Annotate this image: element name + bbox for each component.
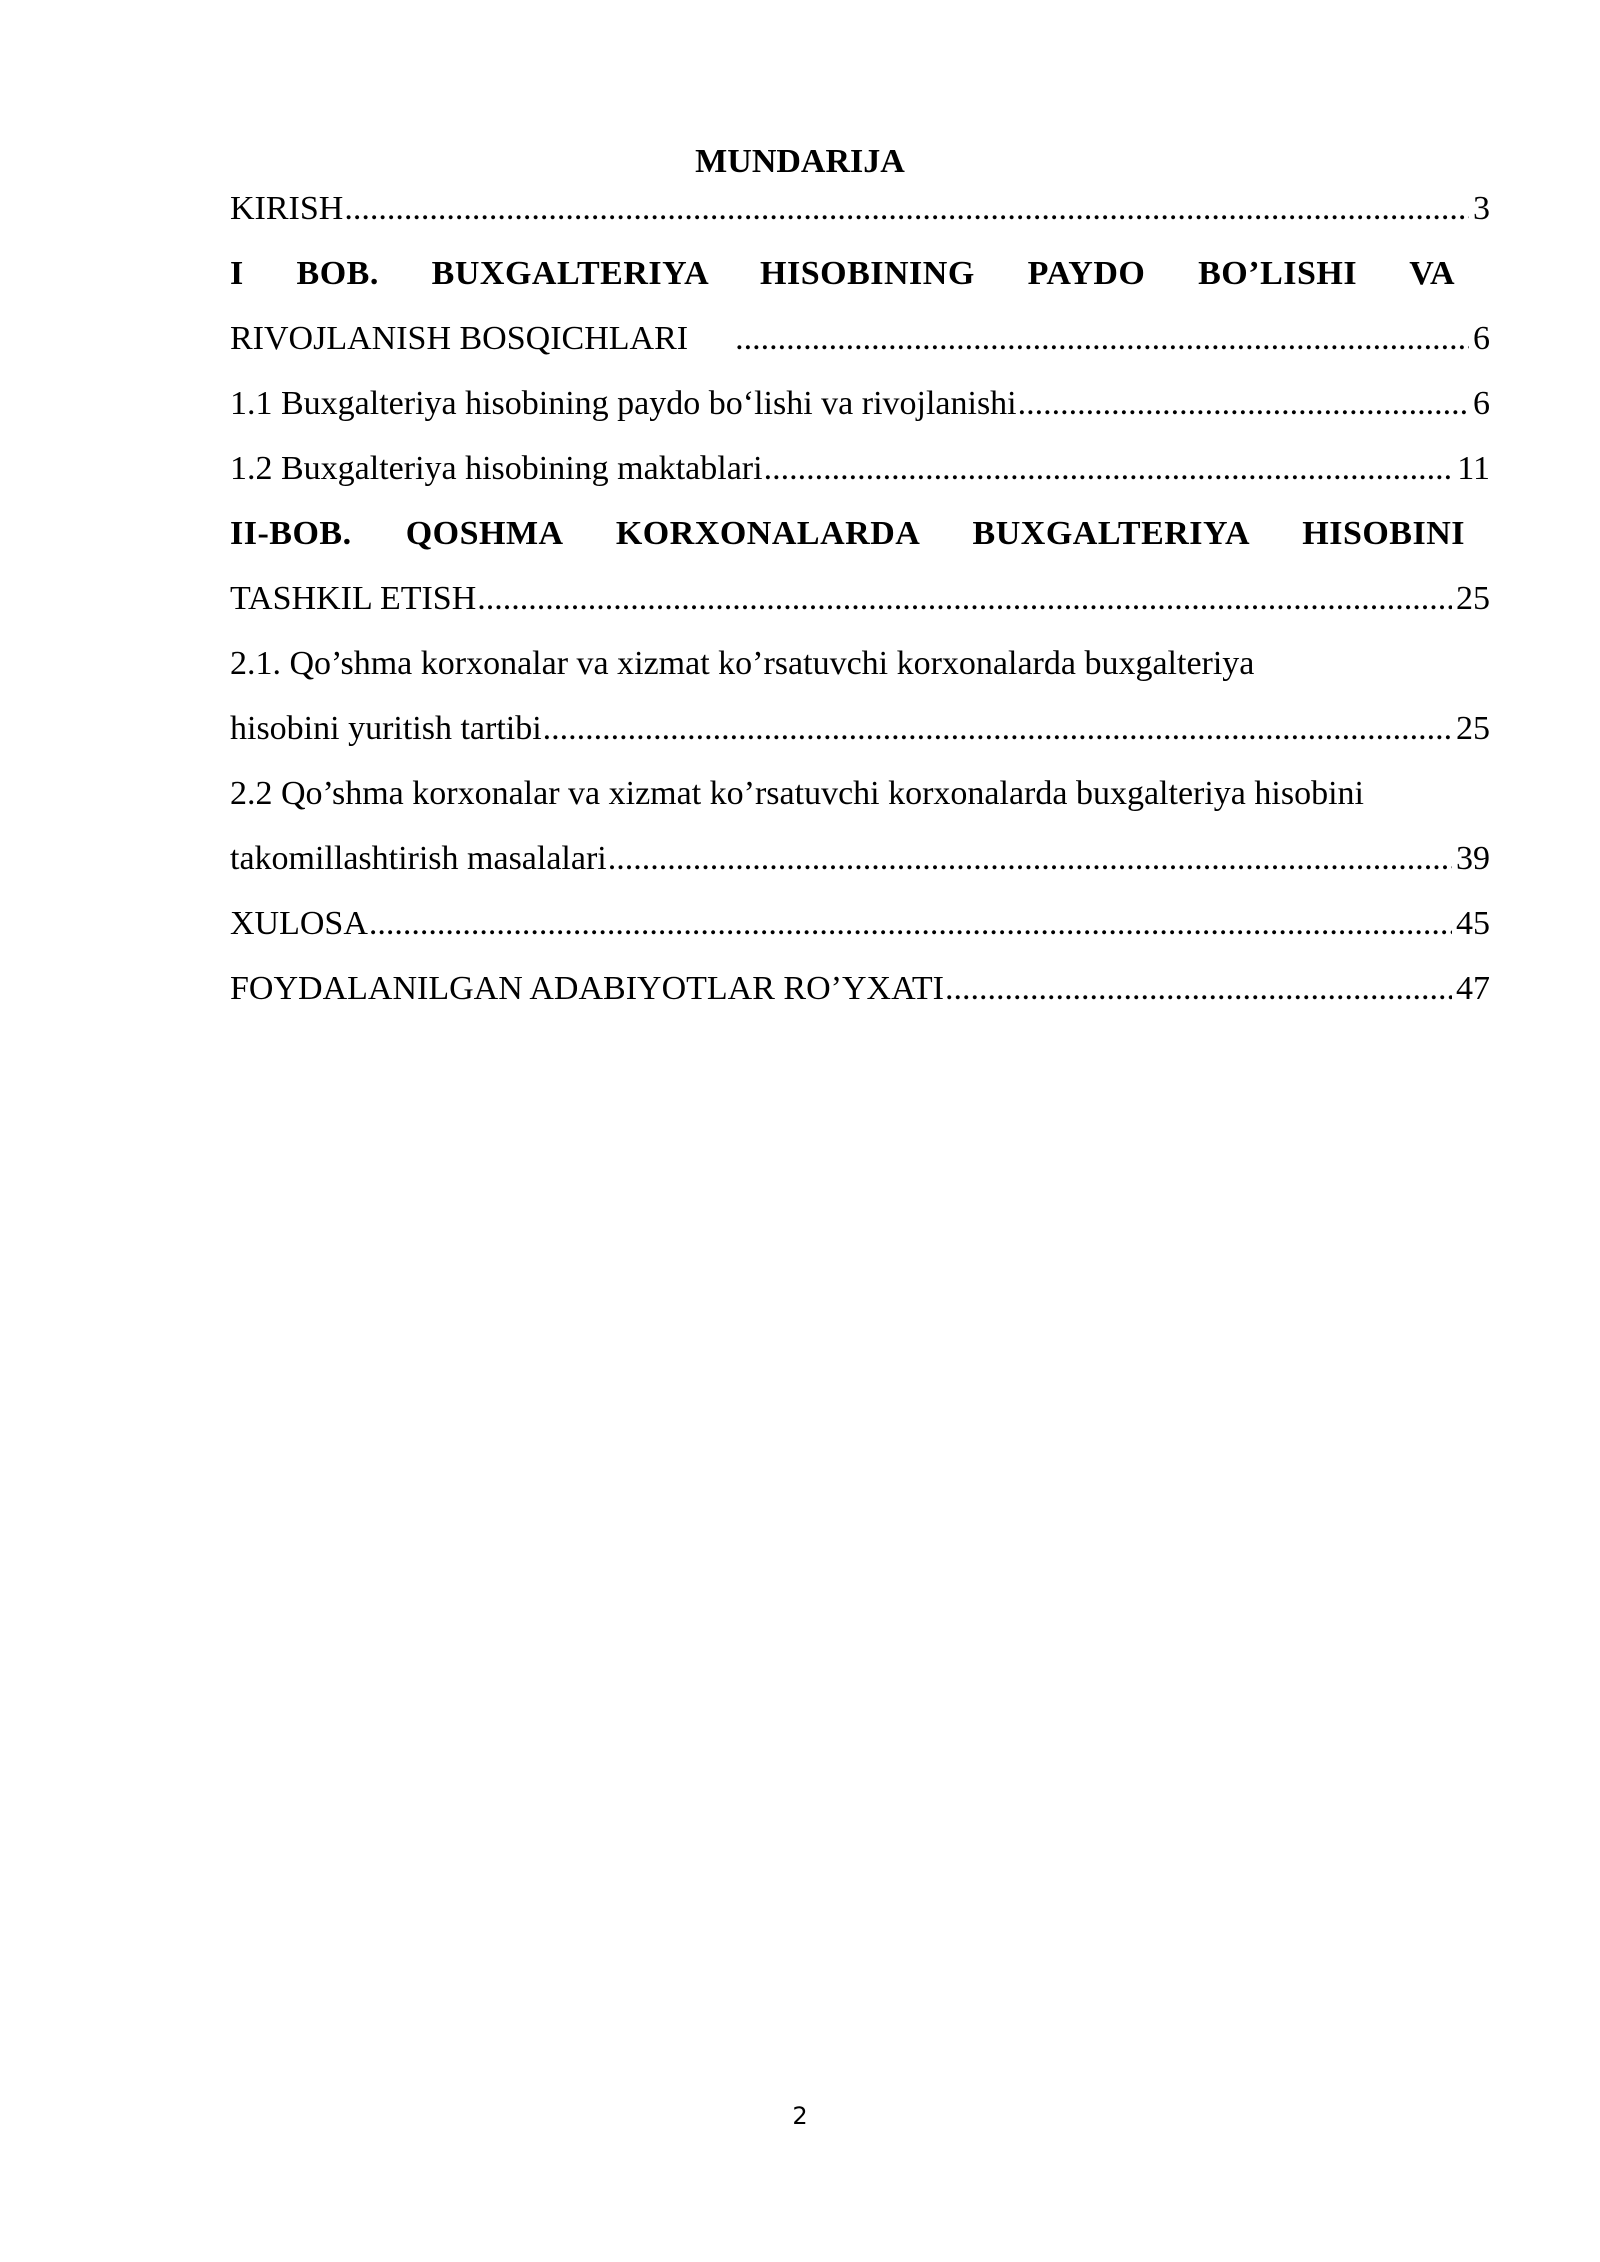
section-2-2-title-line: 2.2 Qo’shma korxonalar va xizmat ko’rsatuvchi korxonalarda buxgalteriya hisobini — [230, 775, 1364, 812]
toc-page-number: 11 — [1457, 450, 1490, 487]
dot-leader — [764, 446, 1454, 492]
toc-entry-references[interactable] — [230, 966, 1490, 1031]
toc-page-number: 25 — [1456, 580, 1490, 617]
toc-entry-label: XULOSA — [230, 905, 368, 942]
toc-entry-section-1-2[interactable] — [230, 446, 1490, 511]
dot-leader — [945, 966, 1452, 1012]
page-title: MUNDARIJA — [695, 143, 905, 180]
toc-entry-label: takomillashtirish masalalari — [230, 840, 607, 877]
table-of-contents — [230, 186, 1490, 1031]
dot-leader — [369, 901, 1452, 947]
toc-entry-conclusion[interactable] — [230, 901, 1490, 966]
dot-leader — [1018, 381, 1469, 427]
toc-page-number: 45 — [1456, 905, 1490, 942]
toc-entry-label: TASHKIL ETISH — [230, 580, 477, 617]
section-2-1-title-line: 2.1. Qo’shma korxonalar va xizmat ko’rsatuvchi korxonalarda buxgalteriya — [230, 645, 1255, 682]
toc-entry-label: RIVOJLANISH BOSQICHLARI — [230, 320, 689, 357]
chapter-2-heading: II-BOB. QOSHMA KORXONALARDA BUXGALTERIYA HISOBINI — [230, 515, 1465, 552]
toc-entry-label: KIRISH — [230, 190, 344, 227]
toc-entry-chapter-1[interactable] — [230, 316, 1490, 381]
dot-leader — [608, 836, 1452, 882]
toc-page-number: 6 — [1473, 320, 1490, 357]
toc-entry-section-2-1[interactable] — [230, 706, 1490, 771]
toc-page-number: 39 — [1456, 840, 1490, 877]
toc-page-number: 47 — [1456, 970, 1490, 1007]
page-number: 2 — [792, 2102, 808, 2130]
toc-page-number: 3 — [1473, 190, 1490, 227]
toc-entry-label: hisobini yuritish tartibi — [230, 710, 542, 747]
dot-leader — [735, 316, 1469, 362]
toc-entry-section-1-1[interactable] — [230, 381, 1490, 446]
toc-entry-intro[interactable] — [230, 186, 1490, 232]
toc-entry-section-2-2[interactable] — [230, 836, 1490, 901]
toc-entry-label: 1.1 Buxgalteriya hisobining paydo bo‘lishi va rivojlanishi — [230, 385, 1017, 422]
toc-page-number: 6 — [1473, 385, 1490, 422]
dot-leader — [344, 186, 1469, 232]
toc-entry-label: 1.2 Buxgalteriya hisobining maktablari — [230, 450, 763, 487]
toc-entry-label: FOYDALANILGAN ADABIYOTLAR RO’YXATI — [230, 970, 944, 1007]
dot-leader — [543, 706, 1452, 752]
toc-page-number: 25 — [1456, 710, 1490, 747]
toc-entry-chapter-2[interactable] — [230, 576, 1490, 641]
dot-leader — [477, 576, 1452, 622]
chapter-1-heading: I BOB. BUXGALTERIYA HISOBINING PAYDO BO’LISHI VA — [230, 255, 1455, 292]
